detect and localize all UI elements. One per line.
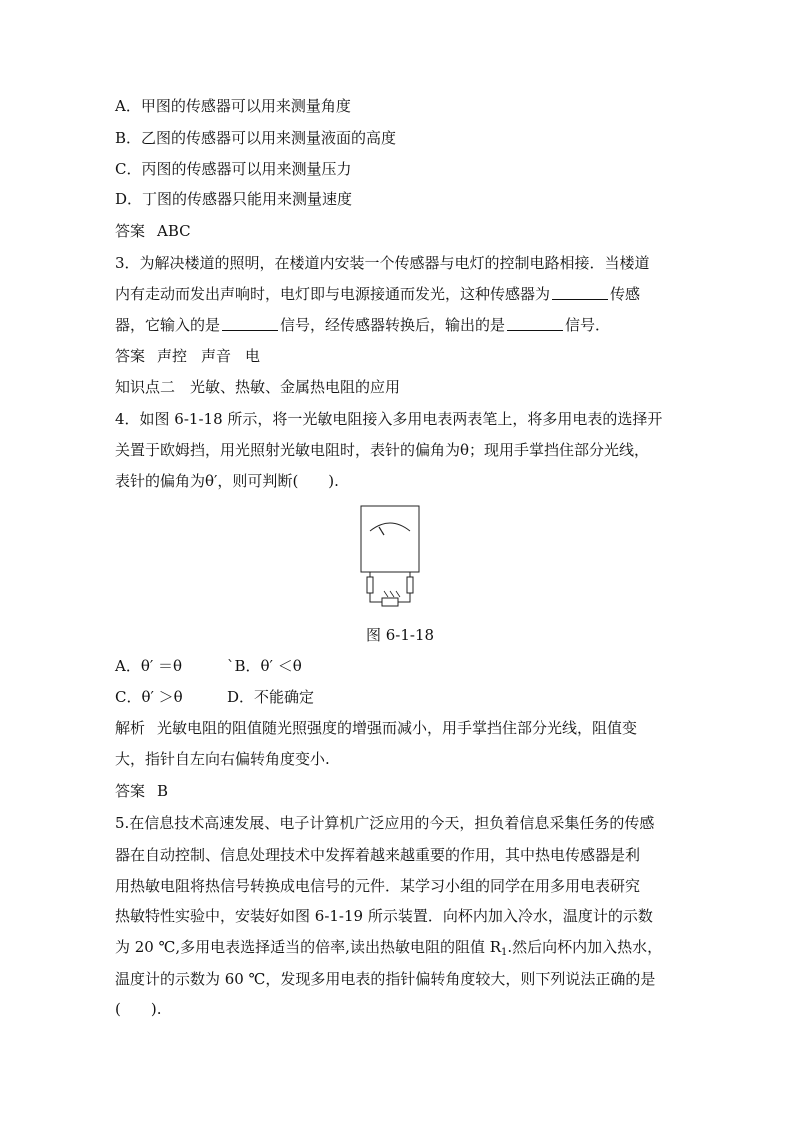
q5-line-3: 用热敏电阻将热信号转换成电信号的元件．某学习小组的同学在用多用电表研究 (115, 877, 641, 895)
option-b: B．乙图的传感器可以用来测量液面的高度 (115, 129, 397, 147)
q3-line-2 (115, 284, 640, 304)
answer-label: 答案 (115, 222, 146, 240)
option-d: D．丁图的传感器只能用来测量速度 (115, 190, 353, 208)
q3-line-1: 3．为解决楼道的照明，在楼道内安装一个传感器与电灯的控制电路相接．当楼道 (115, 254, 650, 272)
q5-line-4: 热敏特性实验中，安装好如图 6-1-19 所示装置．向杯内加入冷水，温度计的示数 (115, 907, 653, 925)
option-a: A．甲图的传感器可以用来测量角度 (115, 97, 351, 115)
option-b: `B．θ′ ＜θ (227, 657, 302, 675)
multimeter-figure (360, 505, 420, 615)
answer-label: 答案 (115, 782, 146, 800)
q4-line-1: 4．如图 6-1-18 所示，将一光敏电阻接入多用电表两表笔上，将多用电表的选择开 (115, 410, 663, 428)
answer-value: ABC (157, 222, 191, 240)
section-heading: 知识点二 光敏、热敏、金属热电阻的应用 (115, 378, 401, 396)
answer-q3 (115, 346, 260, 366)
q5-text: .然后向杯内加入热水， (507, 938, 663, 956)
photoresistor (382, 598, 398, 606)
answer-q4 (115, 781, 168, 801)
q4-options-row-2 (115, 687, 314, 707)
q5-text: 为 20 ℃,多用电表选择适当的倍率,读出热敏电阻的阻值 R (115, 938, 502, 956)
probe-left (367, 577, 373, 593)
q3-text: 信号，经传感器转换后，输出的是 (280, 316, 506, 334)
figure-caption: 图 6-1-18 (366, 626, 435, 644)
q5-line-2: 器在自动控制、信息处理技术中发挥着越来越重要的作用，其中热电传感器是利 (115, 846, 641, 864)
answer-value: 声控 (157, 347, 188, 365)
q5-line-7: ( ). (115, 1000, 162, 1018)
q5-line-6: 温度计的示数为 60 ℃，发现多用电表的指针偏转角度较大，则下列说法正确的是 (115, 970, 656, 988)
fill-blank (222, 316, 278, 331)
analysis-label: 解析 (115, 719, 146, 737)
light-ray (396, 591, 400, 597)
analysis-q4 (115, 718, 637, 738)
q5-line-5 (115, 937, 662, 963)
answer-q2 (115, 221, 191, 241)
analysis-q4-line-2: 大，指针自左向右偏转角度变小. (115, 750, 330, 768)
answer-value: 电 (245, 347, 261, 365)
q3-text: 信号． (565, 316, 611, 334)
answer-label: 答案 (115, 347, 146, 365)
q3-text: 内有走动而发出声响时，电灯即与电源接通而发光，这种传感器为 (115, 285, 551, 303)
q3-text: 传感 (610, 285, 641, 303)
option-a: A．θ′ ＝θ (115, 657, 183, 675)
option-c: C．θ′ ＞θ (115, 688, 183, 706)
fill-blank (552, 285, 608, 300)
q3-line-3 (115, 315, 610, 335)
answer-value: 声音 (201, 347, 232, 365)
q4-line-3: 表针的偏角为θ′，则可判断( ). (115, 472, 339, 490)
answer-value: B (157, 782, 169, 800)
lead-right (398, 593, 410, 602)
light-ray (390, 591, 394, 597)
q4-line-2: 关置于欧姆挡，用光照射光敏电阻时，表针的偏角为θ；现用手掌挡住部分光线， (115, 441, 650, 459)
option-d: D．不能确定 (227, 688, 315, 706)
subscript: 1 (501, 947, 508, 958)
q4-options-row-1 (115, 656, 302, 676)
q3-text: 器，它输入的是 (115, 316, 221, 334)
option-c: C．丙图的传感器可以用来测量压力 (115, 160, 352, 178)
analysis-text: 光敏电阻的阻值随光照强度的增强而减小，用手掌挡住部分光线，阻值变 (157, 719, 638, 737)
meter-body (361, 506, 419, 572)
probe-right (407, 577, 413, 593)
light-ray (384, 591, 388, 597)
lead-left (370, 593, 382, 602)
fill-blank (507, 316, 563, 331)
q5-line-1: 5.在信息技术高速发展、电子计算机广泛应用的今天，担负着信息采集任务的传感 (115, 814, 655, 832)
